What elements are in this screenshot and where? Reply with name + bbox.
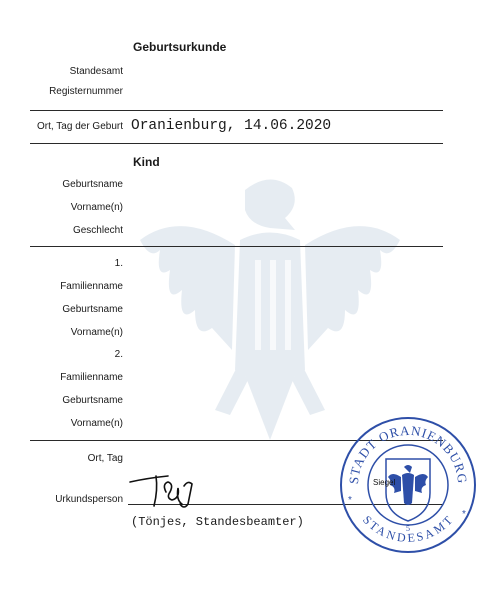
svg-text:*: * [348, 495, 352, 506]
parent-2-number: 2. [114, 349, 123, 360]
registernummer-label: Registernummer [49, 86, 123, 97]
parent-1-first-names-label: Vorname(n) [70, 327, 123, 338]
parent-1-family-name-label: Familienname [60, 281, 123, 292]
child-first-names-label: Vorname(n) [70, 202, 123, 213]
seal-number: 5 [406, 524, 410, 533]
standesamt-label: Standesamt [69, 66, 123, 77]
svg-text:*: * [462, 509, 466, 520]
document-title: Geburtsurkunde [133, 40, 227, 54]
parent-2-family-name-label: Familienname [60, 372, 123, 383]
issuer-label: Urkundsperson [55, 494, 123, 505]
seal-bottom-text: STANDESAMT [360, 512, 456, 545]
parent-1-birth-name-label: Geburtsname [62, 304, 123, 315]
official-seal-icon [338, 415, 478, 555]
divider [30, 143, 443, 144]
child-sex-label: Geschlecht [72, 225, 123, 236]
child-heading: Kind [133, 155, 160, 169]
child-birth-name-label: Geburtsname [62, 179, 123, 190]
birth-place-date-value: Oranienburg, 14.06.2020 [131, 118, 332, 134]
birth-place-date-label: Ort, Tag der Geburt [37, 121, 123, 132]
parent-1-number: 1. [114, 258, 123, 269]
seal-top-text: STADT ORANIENBURG [345, 422, 471, 485]
issuer-name: (Tönjes, Standesbeamter) [131, 515, 304, 529]
parent-2-birth-name-label: Geburtsname [62, 395, 123, 406]
seal-center-label: Siegel [373, 478, 396, 487]
signature-icon [128, 470, 208, 510]
divider [30, 246, 443, 247]
place-date-label: Ort, Tag [87, 453, 123, 464]
divider [30, 110, 443, 111]
parent-2-first-names-label: Vorname(n) [70, 418, 123, 429]
